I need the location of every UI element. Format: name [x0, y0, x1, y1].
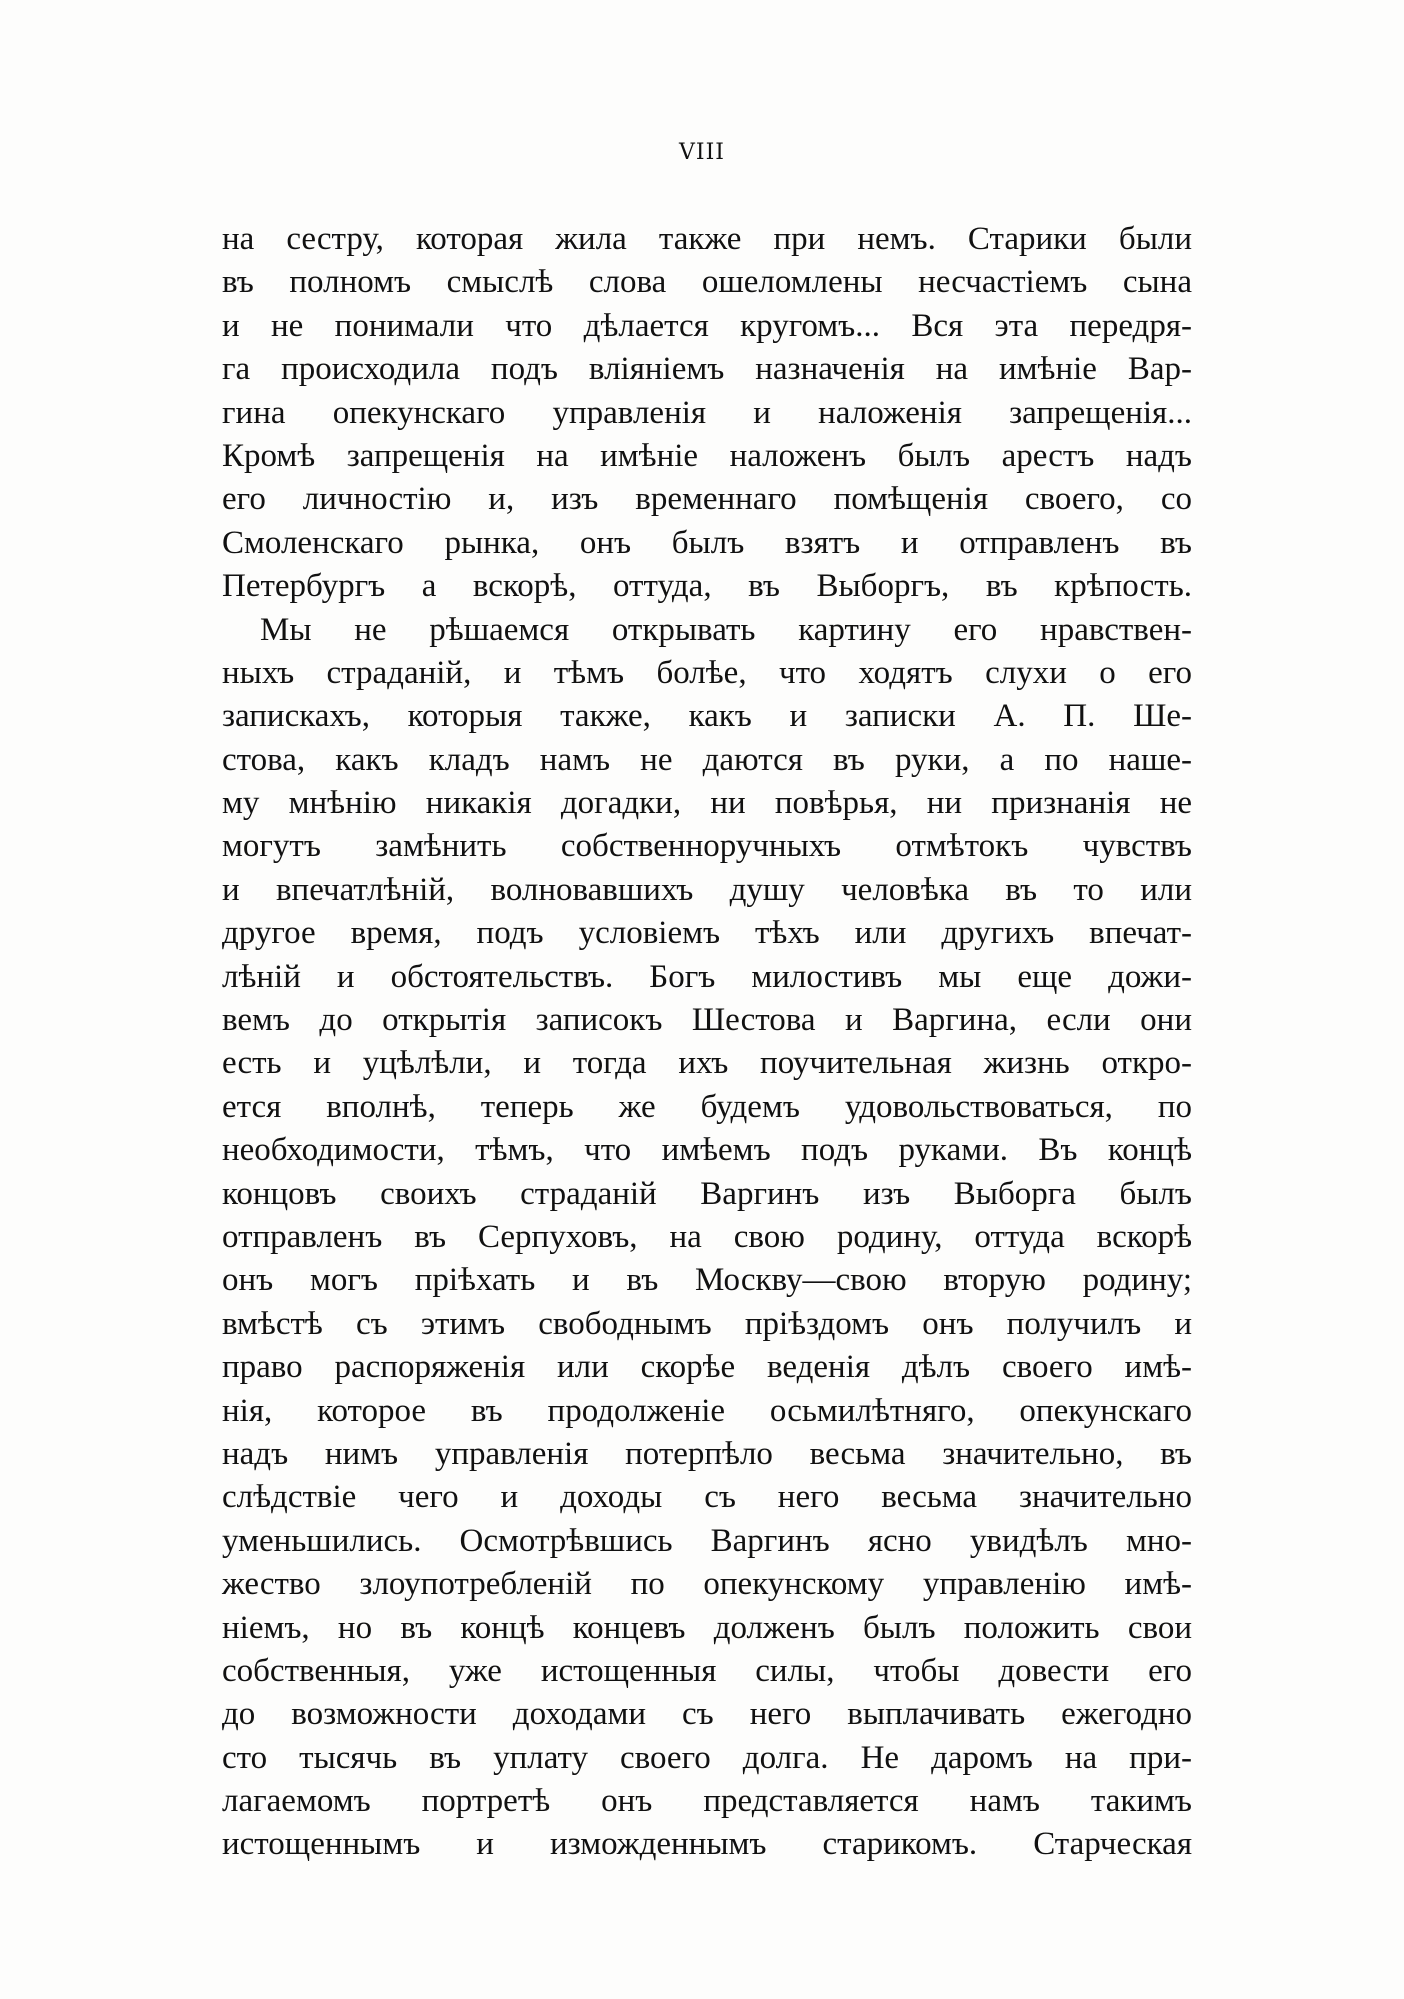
text-line: нія, которое въ продолженіе осьмилѣтняго, опекунскаго — [222, 1392, 1192, 1429]
paragraph-2 — [222, 609, 1192, 1867]
body-text — [222, 218, 1192, 1867]
text-line: на сестру, которая жила также при немъ. Старики были — [222, 221, 1192, 257]
text-line: Петербургъ а вскорѣ, оттуда, въ Выборгъ, въ крѣпость. — [222, 568, 1192, 605]
text-line: слѣдствіе чего и доходы съ него весьма значительно — [222, 1479, 1192, 1516]
text-line: концовъ своихъ страданій Варгинъ изъ Выборга былъ — [222, 1175, 1192, 1212]
text-line: ніемъ, но въ концѣ концевъ долженъ былъ положить свои — [222, 1609, 1192, 1646]
text-line: вемъ до открытія записокъ Шестова и Варгина, если они — [222, 1002, 1192, 1039]
paragraph-1 — [222, 218, 1192, 609]
text-line: и не понимали что дѣлается кругомъ... Вся эта передря- — [222, 307, 1192, 344]
text-line: и впечатлѣній, волновавшихъ душу человѣка въ то или — [222, 871, 1192, 908]
text-line: запискахъ, которыя также, какъ и записки А. П. Ше- — [222, 698, 1192, 735]
text-line: истощеннымъ и изможденнымъ старикомъ. Старческая — [222, 1826, 1192, 1863]
text-line: есть и уцѣлѣли, и тогда ихъ поучительная жизнь откро- — [222, 1045, 1192, 1082]
page-number: VIII — [679, 140, 725, 165]
text-line: его личностію и, изъ временнаго помѣщенія своего, со — [222, 481, 1192, 518]
text-line: уменьшились. Осмотрѣвшись Варгинъ ясно увидѣлъ мно- — [222, 1522, 1192, 1559]
text-line: стова, какъ кладъ намъ не даются въ руки, а по наше- — [222, 741, 1192, 778]
text-line: Мы не рѣшаемся открывать картину его нравствен- — [260, 611, 1192, 648]
text-line: въ полномъ смыслѣ слова ошеломлены несчастіемъ сына — [222, 264, 1192, 301]
text-line: га происходила подъ вліяніемъ назначенія на имѣніе Вар- — [222, 351, 1192, 388]
text-line: отправленъ въ Серпуховъ, на свою родину, оттуда вскорѣ — [222, 1218, 1192, 1255]
text-line: лѣній и обстоятельствъ. Богъ милостивъ мы еще дожи- — [222, 958, 1192, 995]
text-line: ныхъ страданій, и тѣмъ болѣе, что ходятъ слухи о его — [222, 654, 1192, 691]
text-line: надъ нимъ управленія потерпѣло весьма значительно, въ — [222, 1435, 1192, 1472]
text-line: другое время, подъ условіемъ тѣхъ или другихъ впечат- — [222, 915, 1192, 952]
text-line: жество злоупотребленій по опекунскому управленію имѣ- — [222, 1566, 1192, 1603]
text-line: му мнѣнію никакія догадки, ни повѣрья, ни признанія не — [222, 785, 1192, 822]
text-line: до возможности доходами съ него выплачивать ежегодно — [222, 1696, 1192, 1733]
text-line: сто тысячь въ уплату своего долга. Не даромъ на при- — [222, 1739, 1192, 1776]
text-line: могутъ замѣнить собственноручныхъ отмѣтокъ чувствъ — [222, 828, 1192, 865]
text-line: лагаемомъ портретѣ онъ представляется намъ такимъ — [222, 1783, 1192, 1820]
text-line: Кромѣ запрещенія на имѣніе наложенъ былъ арестъ надъ — [222, 437, 1192, 474]
text-line: Смоленскаго рынка, онъ былъ взятъ и отправленъ въ — [222, 524, 1192, 561]
text-line: собственныя, уже истощенныя силы, чтобы довести его — [222, 1652, 1192, 1689]
text-line: гина опекунскаго управленія и наложенія запрещенія... — [222, 394, 1192, 431]
text-line: необходимости, тѣмъ, что имѣемъ подъ руками. Въ концѣ — [222, 1132, 1192, 1169]
text-line: ется вполнѣ, теперь же будемъ удовольствоваться, по — [222, 1088, 1192, 1125]
text-line: право распоряженія или скорѣе веденія дѣлъ своего имѣ- — [222, 1349, 1192, 1386]
text-line: вмѣстѣ съ этимъ свободнымъ пріѣздомъ онъ получилъ и — [222, 1305, 1192, 1342]
text-line: онъ могъ пріѣхать и въ Москву—свою вторую родину; — [222, 1262, 1192, 1299]
